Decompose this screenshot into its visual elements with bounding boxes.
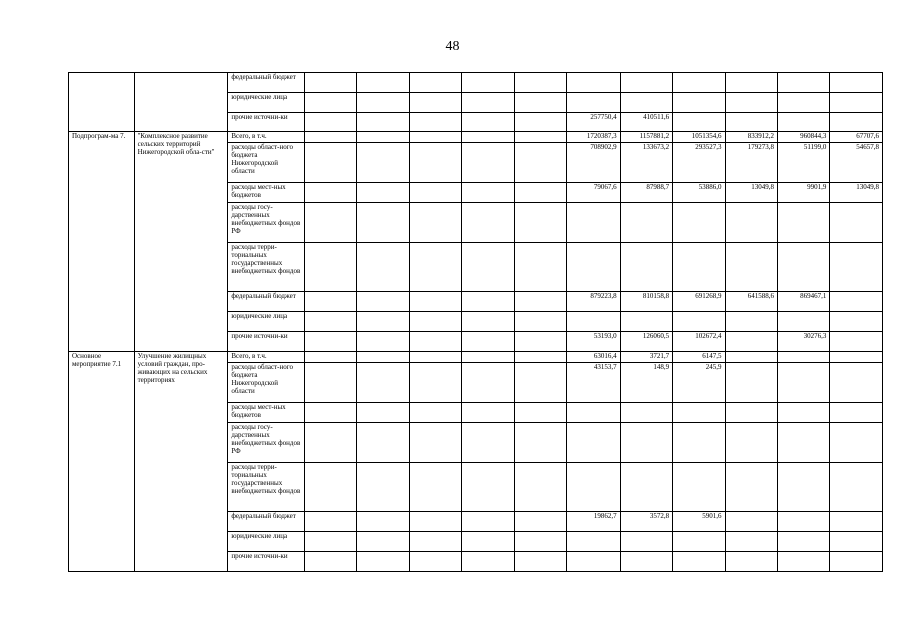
value-cell (673, 243, 725, 292)
value-cell: 5901,6 (673, 512, 725, 532)
funding-source-cell: федеральный бюджет (228, 73, 305, 93)
value-cell: 708902,9 (567, 143, 620, 183)
value-cell (514, 243, 566, 292)
value-cell (725, 312, 777, 332)
value-cell (357, 463, 409, 512)
value-cell (830, 203, 883, 243)
value-cell (305, 292, 357, 312)
value-cell (514, 292, 566, 312)
value-cell (409, 93, 461, 113)
value-cell (357, 312, 409, 332)
value-cell (725, 93, 777, 113)
value-cell (514, 132, 566, 143)
funding-source-cell: расходы терри-ториальных государственных внебюджетных фондов (228, 243, 305, 292)
value-cell (462, 463, 514, 512)
value-cell (725, 512, 777, 532)
value-cell (514, 312, 566, 332)
value-cell (514, 423, 566, 463)
value-cell (830, 403, 883, 423)
value-cell (462, 113, 514, 132)
value-cell (462, 512, 514, 532)
value-cell (305, 463, 357, 512)
value-cell (830, 113, 883, 132)
value-cell (725, 352, 777, 363)
value-cell: 1157881,2 (620, 132, 672, 143)
funding-source-cell: расходы мест-ных бюджетов (228, 183, 305, 203)
value-cell (462, 203, 514, 243)
value-cell: 179273,8 (725, 143, 777, 183)
value-cell (305, 352, 357, 363)
value-cell (620, 243, 672, 292)
value-cell (409, 113, 461, 132)
value-cell (830, 512, 883, 532)
value-cell (305, 552, 357, 572)
value-cell (514, 332, 566, 352)
value-cell (725, 423, 777, 463)
value-cell (567, 93, 620, 113)
value-cell (409, 403, 461, 423)
value-cell: 63016,4 (567, 352, 620, 363)
value-cell (357, 203, 409, 243)
funding-source-cell: расходы област-ного бюджета Нижегородской области (228, 363, 305, 403)
value-cell: 3572,8 (620, 512, 672, 532)
funding-source-cell: расходы мест-ных бюджетов (228, 403, 305, 423)
value-cell (514, 113, 566, 132)
value-cell (462, 312, 514, 332)
value-cell (462, 332, 514, 352)
value-cell: 245,9 (673, 363, 725, 403)
program-title-cell: "Комплексное развитие сельских территорий Нижегородской обла-сти" (134, 132, 228, 352)
value-cell (357, 143, 409, 183)
value-cell (514, 143, 566, 183)
value-cell (357, 113, 409, 132)
value-cell: 6147,5 (673, 352, 725, 363)
value-cell (357, 403, 409, 423)
value-cell (777, 352, 829, 363)
value-cell (305, 132, 357, 143)
value-cell (830, 423, 883, 463)
value-cell (409, 183, 461, 203)
value-cell (830, 312, 883, 332)
value-cell (357, 132, 409, 143)
value-cell (409, 352, 461, 363)
value-cell (830, 292, 883, 312)
funding-source-cell: юридические лица (228, 93, 305, 113)
value-cell (830, 552, 883, 572)
value-cell: 133673,2 (620, 143, 672, 183)
value-cell (673, 113, 725, 132)
value-cell (462, 552, 514, 572)
funding-source-cell: расходы госу-дарственных внебюджетных фондов РФ (228, 423, 305, 463)
table-row (69, 73, 883, 93)
value-cell (514, 183, 566, 203)
program-title-cell (134, 73, 228, 132)
value-cell (357, 243, 409, 292)
value-cell (305, 423, 357, 463)
value-cell: 126060,5 (620, 332, 672, 352)
value-cell: 641588,6 (725, 292, 777, 312)
value-cell (409, 203, 461, 243)
value-cell (673, 73, 725, 93)
value-cell (777, 363, 829, 403)
program-name-cell (69, 73, 135, 132)
value-cell (673, 532, 725, 552)
funding-source-cell: юридические лица (228, 532, 305, 552)
value-cell (514, 403, 566, 423)
value-cell (409, 532, 461, 552)
funding-source-cell: прочие источни-ки (228, 332, 305, 352)
value-cell (357, 332, 409, 352)
value-cell (777, 73, 829, 93)
value-cell (620, 93, 672, 113)
value-cell: 87988,7 (620, 183, 672, 203)
value-cell (620, 532, 672, 552)
funding-source-cell: расходы терри-ториальных государственных внебюджетных фондов (228, 463, 305, 512)
value-cell (514, 352, 566, 363)
program-name-cell: Основное мероприятие 7.1 (69, 352, 135, 572)
value-cell (725, 113, 777, 132)
value-cell (305, 363, 357, 403)
value-cell (567, 243, 620, 292)
value-cell (305, 73, 357, 93)
value-cell (620, 403, 672, 423)
funding-source-cell: Всего, в т.ч. (228, 132, 305, 143)
value-cell (567, 552, 620, 572)
value-cell (777, 423, 829, 463)
value-cell (567, 532, 620, 552)
value-cell: 51199,0 (777, 143, 829, 183)
value-cell (777, 203, 829, 243)
value-cell (357, 532, 409, 552)
value-cell (830, 93, 883, 113)
funding-source-cell: расходы област-ного бюджета Нижегородской области (228, 143, 305, 183)
value-cell (514, 203, 566, 243)
value-cell (462, 292, 514, 312)
value-cell: 19862,7 (567, 512, 620, 532)
value-cell (357, 93, 409, 113)
value-cell (620, 423, 672, 463)
value-cell (305, 332, 357, 352)
value-cell (462, 403, 514, 423)
value-cell (409, 243, 461, 292)
value-cell (305, 143, 357, 183)
value-cell (514, 463, 566, 512)
value-cell (725, 463, 777, 512)
value-cell (830, 332, 883, 352)
value-cell (777, 403, 829, 423)
value-cell: 293527,3 (673, 143, 725, 183)
value-cell: 53193,0 (567, 332, 620, 352)
value-cell: 869467,1 (777, 292, 829, 312)
value-cell (462, 423, 514, 463)
value-cell: 53886,0 (673, 183, 725, 203)
value-cell (725, 243, 777, 292)
value-cell (830, 363, 883, 403)
budget-table (68, 72, 883, 572)
value-cell (777, 93, 829, 113)
value-cell: 879223,8 (567, 292, 620, 312)
value-cell (620, 203, 672, 243)
value-cell: 1051354,6 (673, 132, 725, 143)
page-number: 48 (445, 39, 460, 54)
value-cell: 13049,8 (830, 183, 883, 203)
value-cell (305, 243, 357, 292)
value-cell: 960844,3 (777, 132, 829, 143)
value-cell (409, 143, 461, 183)
funding-source-cell: прочие источни-ки (228, 113, 305, 132)
value-cell (673, 403, 725, 423)
value-cell (777, 463, 829, 512)
value-cell (567, 463, 620, 512)
value-cell (357, 73, 409, 93)
value-cell (462, 363, 514, 403)
value-cell (409, 312, 461, 332)
value-cell (409, 363, 461, 403)
value-cell (725, 332, 777, 352)
funding-source-cell: Всего, в т.ч. (228, 352, 305, 363)
value-cell (777, 113, 829, 132)
value-cell (357, 352, 409, 363)
value-cell: 30276,3 (777, 332, 829, 352)
value-cell (305, 113, 357, 132)
value-cell (620, 463, 672, 512)
value-cell (830, 243, 883, 292)
table-row (69, 352, 883, 363)
value-cell (305, 183, 357, 203)
value-cell: 833912,2 (725, 132, 777, 143)
value-cell (357, 552, 409, 572)
value-cell (514, 532, 566, 552)
value-cell (725, 203, 777, 243)
value-cell (305, 512, 357, 532)
funding-source-cell: юридические лица (228, 312, 305, 332)
value-cell (357, 292, 409, 312)
value-cell: 13049,8 (725, 183, 777, 203)
value-cell (673, 463, 725, 512)
value-cell (725, 363, 777, 403)
value-cell (725, 73, 777, 93)
value-cell (357, 512, 409, 532)
value-cell (777, 312, 829, 332)
value-cell (462, 143, 514, 183)
value-cell (462, 352, 514, 363)
value-cell (409, 73, 461, 93)
table-body (69, 73, 883, 572)
value-cell (620, 73, 672, 93)
value-cell (777, 552, 829, 572)
value-cell (567, 203, 620, 243)
value-cell (673, 203, 725, 243)
value-cell (725, 552, 777, 572)
value-cell (305, 93, 357, 113)
value-cell (409, 332, 461, 352)
funding-source-cell: федеральный бюджет (228, 512, 305, 532)
value-cell (514, 552, 566, 572)
value-cell (305, 532, 357, 552)
value-cell (567, 403, 620, 423)
value-cell (620, 552, 672, 572)
table-row (69, 132, 883, 143)
value-cell (725, 532, 777, 552)
value-cell (673, 552, 725, 572)
value-cell: 9901,9 (777, 183, 829, 203)
value-cell: 410511,6 (620, 113, 672, 132)
value-cell (514, 512, 566, 532)
value-cell (462, 73, 514, 93)
value-cell (620, 312, 672, 332)
value-cell (725, 403, 777, 423)
funding-source-cell: прочие источни-ки (228, 552, 305, 572)
value-cell (777, 243, 829, 292)
value-cell (514, 73, 566, 93)
value-cell (777, 512, 829, 532)
value-cell (462, 132, 514, 143)
value-cell (409, 512, 461, 532)
value-cell (830, 352, 883, 363)
value-cell (409, 423, 461, 463)
value-cell (409, 552, 461, 572)
value-cell (830, 73, 883, 93)
value-cell (462, 93, 514, 113)
value-cell: 691268,9 (673, 292, 725, 312)
value-cell: 1720387,3 (567, 132, 620, 143)
value-cell (409, 132, 461, 143)
value-cell (409, 292, 461, 312)
value-cell (830, 463, 883, 512)
value-cell (777, 532, 829, 552)
value-cell (567, 312, 620, 332)
value-cell (567, 73, 620, 93)
value-cell (357, 183, 409, 203)
value-cell (830, 532, 883, 552)
value-cell (305, 312, 357, 332)
funding-source-cell: федеральный бюджет (228, 292, 305, 312)
value-cell (673, 423, 725, 463)
value-cell: 148,9 (620, 363, 672, 403)
value-cell: 67707,6 (830, 132, 883, 143)
value-cell: 54657,8 (830, 143, 883, 183)
value-cell (357, 423, 409, 463)
value-cell (462, 183, 514, 203)
value-cell (462, 243, 514, 292)
value-cell: 810158,8 (620, 292, 672, 312)
value-cell (514, 93, 566, 113)
value-cell (673, 93, 725, 113)
value-cell: 3721,7 (620, 352, 672, 363)
value-cell (305, 403, 357, 423)
value-cell: 43153,7 (567, 363, 620, 403)
value-cell (305, 203, 357, 243)
value-cell (357, 363, 409, 403)
value-cell (567, 423, 620, 463)
value-cell (673, 312, 725, 332)
value-cell (514, 363, 566, 403)
value-cell (409, 463, 461, 512)
program-name-cell: Подпрограм-ма 7. (69, 132, 135, 352)
program-title-cell: Улучшение жилищных условий граждан, про-живающих на сельских территориях (134, 352, 228, 572)
funding-source-cell: расходы госу-дарственных внебюджетных фондов РФ (228, 203, 305, 243)
value-cell: 79067,6 (567, 183, 620, 203)
value-cell: 102672,4 (673, 332, 725, 352)
value-cell: 257750,4 (567, 113, 620, 132)
value-cell (462, 532, 514, 552)
